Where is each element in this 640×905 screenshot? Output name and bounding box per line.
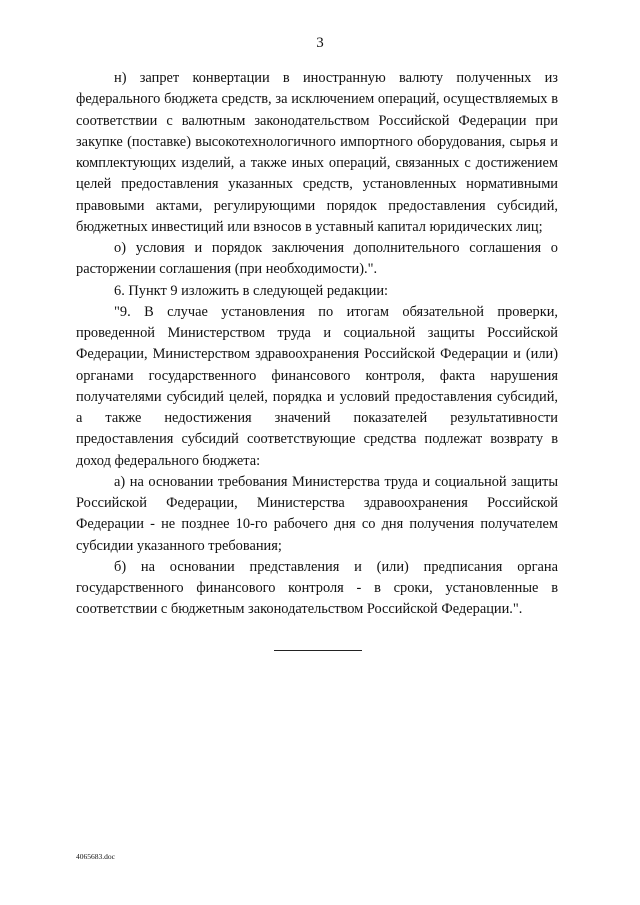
paragraph-item-b: б) на основании представления и (или) предписания органа государственного финансового контроля - в сроки, установленные в соответствии с бюджетным законодательством Российской Федерации.". [76, 558, 558, 618]
file-name-footer: 4065683.doc [76, 852, 115, 861]
paragraph-item-a: а) на основании требования Министерства труда и социальной защиты Российской Федерации, Министерства здравоохранения Российской Федерации - не позднее 10-го рабочего дня со дня получения получателем субсидии указанного требования; [76, 473, 558, 554]
paragraph-point-6: 6. Пункт 9 изложить в следующей редакции: [114, 282, 389, 299]
paragraph-item-n: н) запрет конвертации в иностранную валюту полученных из федерального бюджета средств, за исключением операций, осуществляемых в соответствии с валютным законодательством Российской Федерации при закупке (поставке) высокотехнологичного импортного оборудования, сырья и комплектующих изделий, а также иных операций, связанных с достижением целей предоставления указанных средств, установленных нормативными правовыми актами, регулирующими порядок предоставления субсидий, бюджетных инвестиций или взносов в уставный капитал юридических лиц; [76, 70, 558, 235]
paragraph-clause-9: "9. В случае установления по итогам обязательной проверки, проведенной Министерством труда и социальной защиты Российской Федерации, Министерством здравоохранения Российской Федерации и (или) органами государственного финансового контроля, факта нарушения получателями субсидий целей, порядка и условий предоставления субсидий, а также недостижения значений показателей результативности предоставления субсидий соответствующие средства подлежат возврату в доход федерального бюджета: [76, 303, 558, 469]
end-divider-line [274, 650, 362, 651]
paragraph-item-o: о) условия и порядок заключения дополнительного соглашения о расторжении соглашения (при необходимости).". [76, 240, 558, 278]
document-body [76, 68, 558, 621]
page-number: 3 [316, 35, 324, 51]
